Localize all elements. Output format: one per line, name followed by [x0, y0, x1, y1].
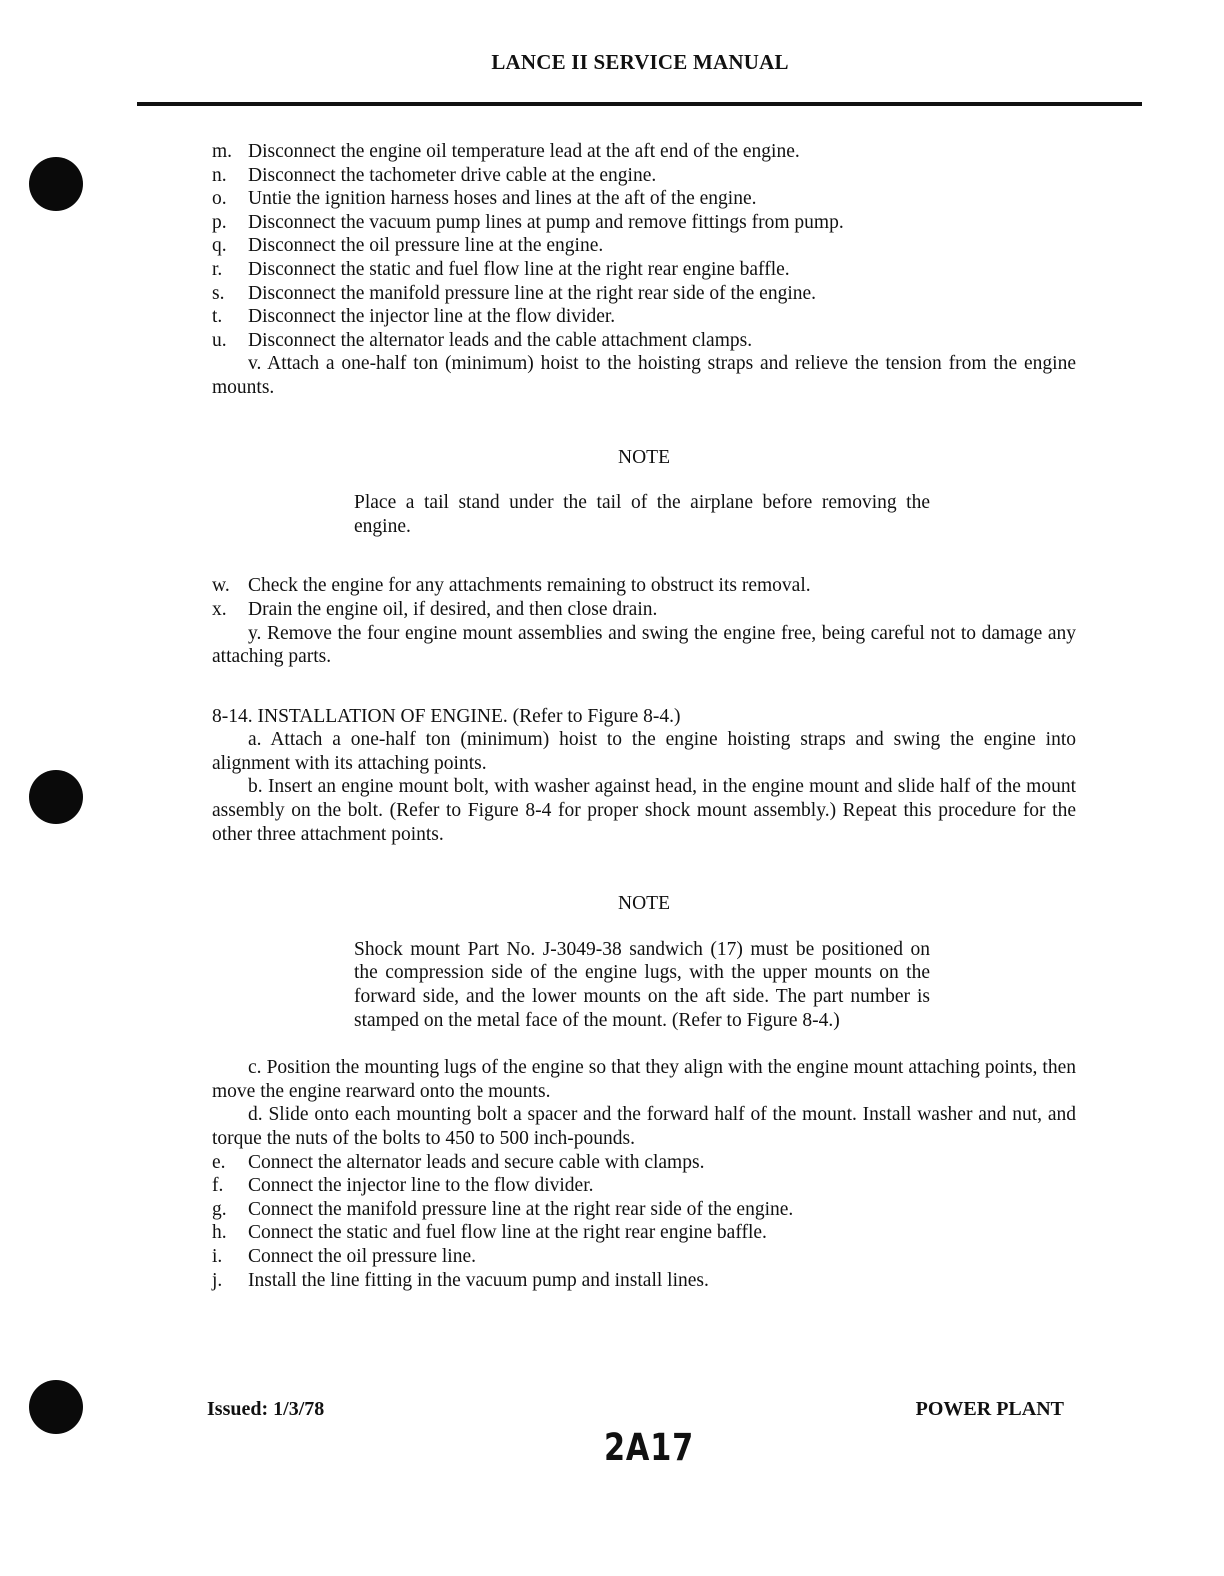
install-steps-list [212, 1151, 1076, 1293]
step-v: v. Attach a one-half ton (minimum) hoist to the hoisting straps and relieve the tension from the engine mounts. [212, 353, 1076, 398]
note-body: Place a tail stand under the tail of the airplane before removing the engine. [354, 492, 930, 537]
footer-issued-date: Issued: 1/3/78 [207, 1398, 325, 1420]
binder-hole-middle [29, 770, 83, 824]
install-step-b: b. Insert an engine mount bolt, with washer against head, in the engine mount and slide half of the mount assembly on the bolt. (Refer to Figure 8-4 for proper shock mount assembly.) Repeat this procedure for the other three attachment points. [212, 776, 1077, 845]
footer-section-name: POWER PLANT [915, 1398, 1064, 1420]
install-step-d: d. Slide onto each mounting bolt a spacer and the forward half of the mount. Install washer and nut, and torque the nuts of the bolts to 450 to 500 inch-pounds. [212, 1104, 1077, 1149]
list-item: o. Untie the ignition harness hoses and lines at the aft of the engine. [212, 188, 757, 210]
list-item: i. Connect the oil pressure line. [212, 1245, 476, 1267]
list-item: s. Disconnect the manifold pressure line at the right rear side of the engine. [212, 282, 817, 304]
list-item: f. Connect the injector line to the flow divider. [212, 1175, 594, 1197]
binder-hole-bottom [29, 1380, 83, 1434]
note-body: Shock mount Part No. J-3049-38 sandwich (17) must be positioned on the compression side of the engine lugs, with the upper mounts on the forward side, and the lower mounts on the aft side. The part number is stamped on the metal face of the mount. (Refer to Figure 8-4.) [354, 938, 930, 1031]
section-heading: 8-14. INSTALLATION OF ENGINE. (Refer to Figure 8-4.) [212, 705, 681, 727]
install-step-a: a. Attach a one-half ton (minimum) hoist to the engine hoisting straps and swing the engine into alignment with its attaching points. [212, 729, 1076, 774]
list-item: e. Connect the alternator leads and secure cable with clamps. [212, 1151, 705, 1173]
header-rule [137, 102, 1142, 106]
list-item: j. Install the line fitting in the vacuum pump and install lines. [212, 1269, 709, 1291]
page-content [212, 140, 1076, 1292]
list-item: n. Disconnect the tachometer drive cable at the engine. [212, 164, 657, 186]
list-item: w. Check the engine for any attachments remaining to obstruct its removal. [212, 575, 811, 597]
list-item: t. Disconnect the injector line at the flow divider. [212, 306, 616, 328]
list-item: r. Disconnect the static and fuel flow line at the right rear engine baffle. [212, 258, 790, 280]
list-item: h. Connect the static and fuel flow line at the right rear engine baffle. [212, 1222, 767, 1244]
install-step-c: c. Position the mounting lugs of the engine so that they align with the engine mount attaching points, then move the engine rearward onto the mounts. [212, 1057, 1077, 1102]
list-item: q. Disconnect the oil pressure line at the engine. [212, 235, 604, 257]
note-title: NOTE [618, 893, 670, 915]
list-item: u. Disconnect the alternator leads and the cable attachment clamps. [212, 329, 753, 351]
step-y: y. Remove the four engine mount assemblies and swing the engine free, being careful not to damage any attaching parts. [212, 622, 1077, 668]
list-item: m. Disconnect the engine oil temperature lead at the aft end of the engine. [212, 141, 800, 162]
binder-hole-top [29, 157, 83, 211]
list-item: p. Disconnect the vacuum pump lines at pump and remove fittings from pump. [212, 211, 844, 233]
page-header-title: LANCE II SERVICE MANUAL [491, 50, 789, 74]
list-item: g. Connect the manifold pressure line at the right rear side of the engine. [212, 1198, 794, 1220]
removal-steps-list-2 [212, 574, 1076, 621]
removal-steps-list [212, 140, 1076, 352]
list-item: x. Drain the engine oil, if desired, and then close drain. [212, 598, 658, 620]
note-title: NOTE [618, 446, 670, 468]
fiche-page-number: 2A17 [604, 1426, 695, 1469]
